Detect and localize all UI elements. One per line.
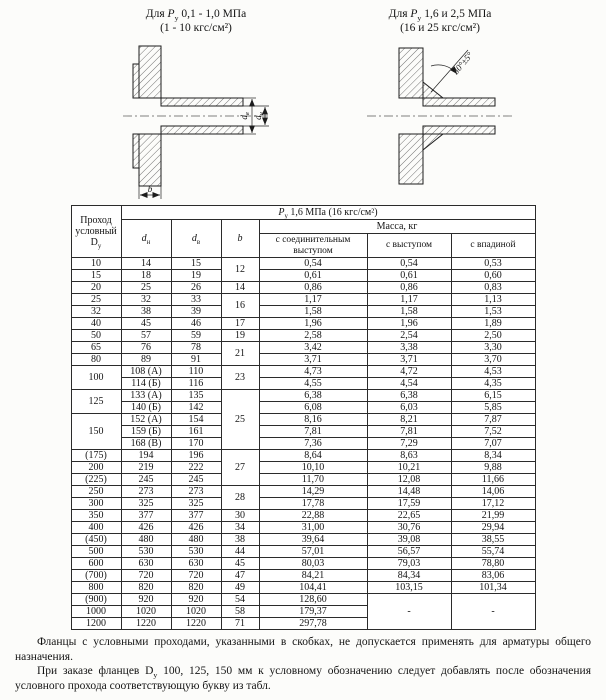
table-cell: 200	[71, 462, 121, 474]
table-cell: 89	[121, 354, 171, 366]
table-cell: 46	[171, 318, 221, 330]
table-cell: 103,15	[367, 582, 451, 594]
table-cell: 6,08	[259, 402, 367, 414]
table-cell: 630	[171, 558, 221, 570]
pipe-wall-lower	[161, 126, 243, 134]
figure-high-pressure	[326, 7, 554, 203]
table-row	[71, 414, 535, 426]
table-row	[71, 282, 535, 294]
table-row	[71, 582, 535, 594]
table-cell: 140 (Б)	[121, 402, 171, 414]
table-cell: 21,99	[451, 510, 535, 522]
table-cell: 480	[121, 534, 171, 546]
table-cell: 1,96	[259, 318, 367, 330]
table-cell: 25	[121, 282, 171, 294]
table-row	[71, 306, 535, 318]
table-row	[71, 474, 535, 486]
table-cell: 1220	[171, 618, 221, 630]
table-cell: 135	[171, 390, 221, 402]
table-cell: 1,96	[367, 318, 451, 330]
table-cell: 1,17	[259, 294, 367, 306]
weld-bevel-lower	[423, 134, 443, 150]
table-cell: 0,60	[451, 270, 535, 282]
table-cell: 500	[71, 546, 121, 558]
table-cell: 19	[171, 270, 221, 282]
table-cell: 56,57	[367, 546, 451, 558]
table-cell: 38,55	[451, 534, 535, 546]
table-cell: -	[367, 594, 451, 630]
table-cell: 3,30	[451, 342, 535, 354]
table-cell: 4,53	[451, 366, 535, 378]
table-row	[71, 366, 535, 378]
table-cell: 54	[221, 594, 259, 606]
raised-face-lower	[133, 134, 139, 168]
table-cell: 10,21	[367, 462, 451, 474]
table-cell: 12	[221, 258, 259, 282]
table-cell: 820	[121, 582, 171, 594]
table-row	[71, 258, 535, 270]
table-cell: 0,86	[367, 282, 451, 294]
table-cell: 39	[171, 306, 221, 318]
pressure-symbol: Р	[278, 207, 285, 219]
table-cell: (450)	[71, 534, 121, 546]
table-cell: 0,61	[367, 270, 451, 282]
table-cell: 58	[221, 606, 259, 618]
table-cell: 100	[71, 366, 121, 390]
table-cell: 7,87	[451, 414, 535, 426]
table-cell: 23	[221, 366, 259, 390]
table-cell: 25	[71, 294, 121, 306]
figure-low-pressure	[70, 7, 322, 203]
table-row	[71, 534, 535, 546]
caption-pressure-subscript: у	[417, 13, 422, 23]
table-cell: 630	[121, 558, 171, 570]
table-cell: 820	[171, 582, 221, 594]
note-2-post: 100, 125, 150 мм к условному обозначению следует добавлять после обозначения условного прохода соответствующую букву из табл.	[15, 665, 591, 693]
col-header-pressure	[121, 206, 535, 220]
table-row	[71, 546, 535, 558]
table-cell: 16	[221, 294, 259, 318]
table-cell: 26	[171, 282, 221, 294]
drawings-section	[0, 0, 606, 203]
table-cell: 0,83	[451, 282, 535, 294]
table-cell: 3,38	[367, 342, 451, 354]
table-cell: 720	[121, 570, 171, 582]
angle-label: 30°±5°	[450, 50, 475, 77]
table-row	[71, 378, 535, 390]
table-cell: 59	[171, 330, 221, 342]
flange-table	[71, 205, 536, 630]
table-cell: 31,00	[259, 522, 367, 534]
col-header-mass: Масса, кг	[259, 220, 535, 234]
table-cell: 196	[171, 450, 221, 462]
table-cell: 377	[121, 510, 171, 522]
table-cell: 57	[121, 330, 171, 342]
table-cell: 1,58	[259, 306, 367, 318]
table-cell: 142	[171, 402, 221, 414]
table-cell: 49	[221, 582, 259, 594]
note-2-pre: При заказе фланцев D	[37, 665, 154, 678]
caption-range: 0,1 - 1,0 МПа	[178, 8, 247, 20]
table-cell: 14	[121, 258, 171, 270]
pipe-wall-lower	[423, 126, 495, 134]
table-cell: 7,07	[451, 438, 535, 450]
table-cell: 1,89	[451, 318, 535, 330]
table-cell: 7,29	[367, 438, 451, 450]
table-row	[71, 294, 535, 306]
table-cell: 600	[71, 558, 121, 570]
table-cell: 222	[171, 462, 221, 474]
table-cell: 19	[221, 330, 259, 342]
table-cell: 91	[171, 354, 221, 366]
table-cell: 300	[71, 498, 121, 510]
table-row	[71, 354, 535, 366]
flange-plate-lower	[399, 134, 423, 184]
table-cell: 40	[71, 318, 121, 330]
table-cell: 44	[221, 546, 259, 558]
table-cell: (175)	[71, 450, 121, 462]
table-cell: 161	[171, 426, 221, 438]
table-cell: 6,03	[367, 402, 451, 414]
table-row	[71, 462, 535, 474]
table-cell: 6,38	[259, 390, 367, 402]
table-cell: 30	[221, 510, 259, 522]
table-cell: 4,55	[259, 378, 367, 390]
table-cell: 33	[171, 294, 221, 306]
dimension-label-dv: $d_в$	[239, 112, 251, 120]
caption-pressure-subscript: у	[174, 13, 179, 23]
table-cell: 530	[171, 546, 221, 558]
caption-pressure-symbol: Р	[410, 8, 418, 20]
caption-range-kgs: (16 и 25 кгс/см²)	[400, 22, 480, 35]
table-cell: 1220	[121, 618, 171, 630]
table-cell: 15	[71, 270, 121, 282]
table-cell: 12,08	[367, 474, 451, 486]
table-cell: 426	[171, 522, 221, 534]
table-cell: 57,01	[259, 546, 367, 558]
note-2-subscript: у	[153, 670, 158, 680]
table-cell: 114 (Б)	[121, 378, 171, 390]
col-header-dn	[121, 220, 171, 258]
table-cell: 76	[121, 342, 171, 354]
table-cell: 800	[71, 582, 121, 594]
table-cell: 5,85	[451, 402, 535, 414]
table-cell: 83,06	[451, 570, 535, 582]
table-cell: 4,73	[259, 366, 367, 378]
table-cell: 2,54	[367, 330, 451, 342]
table-cell: 6,38	[367, 390, 451, 402]
table-cell: 1200	[71, 618, 121, 630]
table-cell: 720	[171, 570, 221, 582]
note-2	[15, 664, 591, 693]
table-cell: (700)	[71, 570, 121, 582]
table-cell: 400	[71, 522, 121, 534]
table-cell: 29,94	[451, 522, 535, 534]
table-cell: 219	[121, 462, 171, 474]
table-cell: 79,03	[367, 558, 451, 570]
table-cell: 920	[171, 594, 221, 606]
col-header-mass-recess: с впадиной	[451, 234, 535, 258]
table-row	[71, 570, 535, 582]
table-cell: 71	[221, 618, 259, 630]
table-cell: 9,88	[451, 462, 535, 474]
flange-drawing-low-pressure	[121, 38, 271, 203]
table-cell: 0,54	[367, 258, 451, 270]
caption-range: 1,6 и 2,5 МПа	[421, 8, 492, 20]
table-cell: 20	[71, 282, 121, 294]
table-row	[71, 438, 535, 450]
table-cell: 11,66	[451, 474, 535, 486]
table-cell: 159 (Б)	[121, 426, 171, 438]
table-cell: 45	[221, 558, 259, 570]
table-cell: 10,10	[259, 462, 367, 474]
table-cell: 245	[121, 474, 171, 486]
table-cell: 0,54	[259, 258, 367, 270]
table-cell: 32	[71, 306, 121, 318]
table-row	[71, 594, 535, 606]
table-cell: 18	[121, 270, 171, 282]
table-cell: 154	[171, 414, 221, 426]
table-row	[71, 270, 535, 282]
table-cell: 7,81	[367, 426, 451, 438]
table-cell: 38	[121, 306, 171, 318]
pressure-value: 1,6 МПа (16 кгс/см²)	[287, 207, 378, 219]
flange-plate-upper	[399, 48, 423, 98]
table-cell: 101,34	[451, 582, 535, 594]
table-cell: 78	[171, 342, 221, 354]
table-cell: 47	[221, 570, 259, 582]
table-cell: 350	[71, 510, 121, 522]
table-cell: 15	[171, 258, 221, 270]
table-cell: 50	[71, 330, 121, 342]
table-cell: 45	[121, 318, 171, 330]
flange-table-header	[71, 206, 535, 258]
table-cell: 1,17	[367, 294, 451, 306]
table-cell: 4,72	[367, 366, 451, 378]
pipe-wall-upper	[161, 98, 243, 106]
table-cell: 4,54	[367, 378, 451, 390]
table-row	[71, 510, 535, 522]
table-cell: 150	[71, 414, 121, 450]
table-cell: 3,71	[259, 354, 367, 366]
flange-drawing-high-pressure	[365, 38, 515, 203]
col-header-dy-subscript: у	[97, 243, 102, 251]
table-cell: 3,42	[259, 342, 367, 354]
table-cell: 920	[121, 594, 171, 606]
table-cell: 14	[221, 282, 259, 294]
table-cell: 1020	[121, 606, 171, 618]
table-cell: 377	[171, 510, 221, 522]
table-cell: 22,88	[259, 510, 367, 522]
table-cell: 530	[121, 546, 171, 558]
table-cell: 17	[221, 318, 259, 330]
dv-subscript: в	[196, 239, 201, 247]
table-cell: 128,60	[259, 594, 367, 606]
table-cell: 325	[171, 498, 221, 510]
table-cell: 21	[221, 342, 259, 366]
table-cell: 133 (А)	[121, 390, 171, 402]
table-row	[71, 558, 535, 570]
caption-range-kgs: (1 - 10 кгс/см²)	[160, 22, 232, 35]
table-cell: 27	[221, 450, 259, 486]
table-cell: (225)	[71, 474, 121, 486]
table-cell: -	[451, 594, 535, 630]
table-cell: 34	[221, 522, 259, 534]
table-cell: 1,13	[451, 294, 535, 306]
table-cell: 14,29	[259, 486, 367, 498]
table-cell: 39,64	[259, 534, 367, 546]
table-row	[71, 390, 535, 402]
dn-symbol: d	[141, 233, 147, 245]
table-cell: 10	[71, 258, 121, 270]
table-cell: 84,34	[367, 570, 451, 582]
dimension-label-b: b	[147, 184, 153, 195]
table-cell: 152 (А)	[121, 414, 171, 426]
table-row	[71, 330, 535, 342]
table-row	[71, 318, 535, 330]
table-cell: 110	[171, 366, 221, 378]
table-cell: 250	[71, 486, 121, 498]
table-cell: 108 (А)	[121, 366, 171, 378]
table-cell: 297,78	[259, 618, 367, 630]
table-cell: 80	[71, 354, 121, 366]
table-row	[71, 486, 535, 498]
table-cell: 2,50	[451, 330, 535, 342]
table-cell: 84,21	[259, 570, 367, 582]
table-row	[71, 450, 535, 462]
caption-for: Для	[145, 8, 168, 20]
table-cell: 8,64	[259, 450, 367, 462]
table-cell: 38	[221, 534, 259, 546]
table-cell: 0,53	[451, 258, 535, 270]
col-header-mass-boss: с выступом	[367, 234, 451, 258]
table-cell: 273	[171, 486, 221, 498]
table-cell: 14,48	[367, 486, 451, 498]
table-cell: 0,61	[259, 270, 367, 282]
table-cell: 8,63	[367, 450, 451, 462]
table-cell: 170	[171, 438, 221, 450]
table-cell: 4,35	[451, 378, 535, 390]
table-cell: 168 (В)	[121, 438, 171, 450]
table-cell: 39,08	[367, 534, 451, 546]
table-cell: 1000	[71, 606, 121, 618]
col-header-dv	[171, 220, 221, 258]
table-cell: 7,36	[259, 438, 367, 450]
table-cell: 0,86	[259, 282, 367, 294]
drawing-caption-left	[70, 7, 322, 35]
table-cell: 80,03	[259, 558, 367, 570]
drawing-caption-right	[326, 7, 554, 35]
col-header-dy-line1: Проход	[80, 215, 112, 227]
table-cell: 2,58	[259, 330, 367, 342]
table-cell: 194	[121, 450, 171, 462]
table-cell: 7,52	[451, 426, 535, 438]
table-cell: 17,78	[259, 498, 367, 510]
flange-plate-lower	[139, 134, 161, 186]
pipe-wall-upper	[423, 98, 495, 106]
table-cell: 11,70	[259, 474, 367, 486]
table-cell: 179,37	[259, 606, 367, 618]
table-cell: 55,74	[451, 546, 535, 558]
note-1: Фланцы с условными проходами, указанными в скобках, не допускается применять для арматуры общего назначения.	[15, 636, 591, 663]
table-cell: 1,58	[367, 306, 451, 318]
table-cell: 8,16	[259, 414, 367, 426]
col-header-mass-joint-boss: с соединительным выступом	[259, 234, 367, 258]
table-cell: 104,41	[259, 582, 367, 594]
table-cell: 78,80	[451, 558, 535, 570]
dimension-label-dn: $d_н$	[253, 112, 265, 120]
table-cell: 245	[171, 474, 221, 486]
table-cell: 65	[71, 342, 121, 354]
footnotes	[15, 635, 591, 694]
table-cell: 30,76	[367, 522, 451, 534]
caption-for: Для	[388, 8, 411, 20]
raised-face-upper	[133, 64, 139, 98]
table-cell: 25	[221, 390, 259, 450]
table-cell: (900)	[71, 594, 121, 606]
table-row	[71, 498, 535, 510]
table-cell: 28	[221, 486, 259, 510]
table-row	[71, 522, 535, 534]
table-cell: 426	[121, 522, 171, 534]
pressure-subscript: у	[284, 213, 288, 221]
caption-pressure-symbol: Р	[167, 8, 175, 20]
table-row	[71, 402, 535, 414]
table-cell: 17,59	[367, 498, 451, 510]
col-header-b: b	[221, 220, 259, 258]
table-cell: 14,06	[451, 486, 535, 498]
table-cell: 22,65	[367, 510, 451, 522]
table-cell: 125	[71, 390, 121, 414]
table-row	[71, 426, 535, 438]
table-cell: 3,70	[451, 354, 535, 366]
table-cell: 1,53	[451, 306, 535, 318]
table-cell: 3,71	[367, 354, 451, 366]
table-row	[71, 342, 535, 354]
table-cell: 7,81	[259, 426, 367, 438]
col-header-dy-line2: условный D	[75, 226, 117, 249]
table-cell: 8,21	[367, 414, 451, 426]
flange-table-body	[71, 258, 535, 630]
table-cell: 116	[171, 378, 221, 390]
col-header-dy	[71, 206, 121, 258]
dn-subscript: н	[146, 239, 151, 247]
table-cell: 480	[171, 534, 221, 546]
table-cell: 6,15	[451, 390, 535, 402]
table-cell: 273	[121, 486, 171, 498]
table-cell: 325	[121, 498, 171, 510]
table-cell: 1020	[171, 606, 221, 618]
flange-plate-upper	[139, 46, 161, 98]
table-cell: 32	[121, 294, 171, 306]
table-cell: 17,12	[451, 498, 535, 510]
table-cell: 8,34	[451, 450, 535, 462]
dv-symbol: d	[191, 233, 197, 245]
